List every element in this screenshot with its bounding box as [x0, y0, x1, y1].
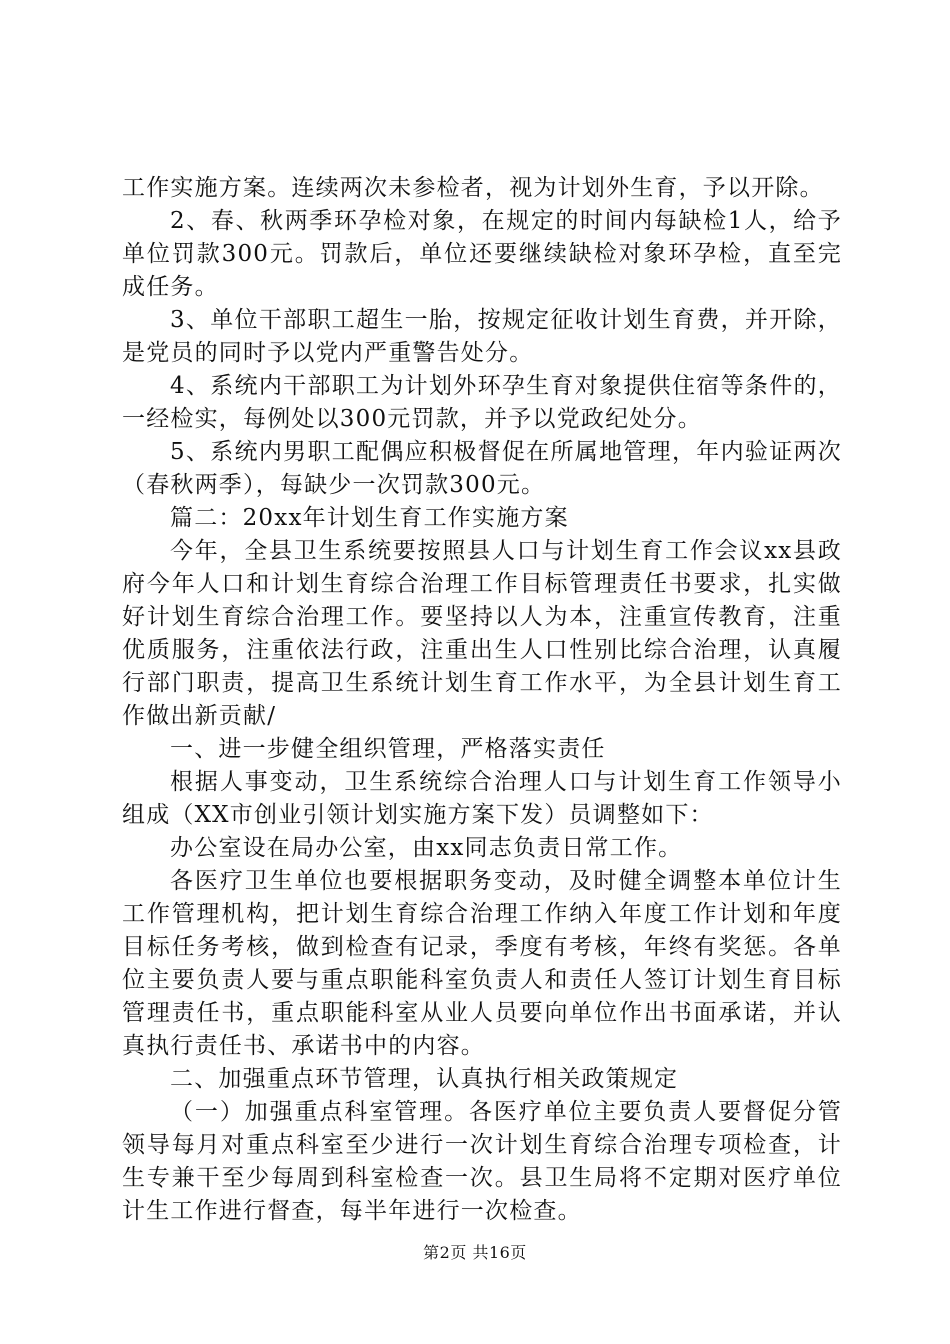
- paragraph-10: 办公室设在局办公室，由xx同志负责日常工作。: [170, 835, 683, 861]
- section-heading-part-two: 篇二：20xx年计划生育工作实施方案: [170, 505, 569, 531]
- paragraph-13: （一）加强重点科室管理。各医疗单位主要负责人要督促分管领导每月对重点科室至少进行一次计划生育综合治理专项检查，计生专兼干至少每周到科室检查一次。县卫生局将不定期对医疗单位计生工作进行督查，每半年进行一次检查。: [122, 1099, 842, 1224]
- paragraph-2: 2、春、秋两季环孕检对象，在规定的时间内每缺检1人，给予单位罚款300元。罚款后，单位还要继续缺检对象环孕检，直至完成任务。: [122, 208, 842, 300]
- paragraph-1: 工作实施方案。连续两次未参检者，视为计划外生育，予以开除。: [122, 175, 824, 201]
- section-heading-two: 二、加强重点环节管理，认真执行相关政策规定: [170, 1066, 679, 1092]
- page-footer: 第2页 共16页: [423, 1243, 527, 1262]
- document-body: [122, 172, 842, 1228]
- paragraph-11: 各医疗卫生单位也要根据职务变动，及时健全调整本单位计生工作管理机构，把计划生育综合治理工作纳入年度工作计划和年度目标任务考核，做到检查有记录，季度有考核，年终有奖惩。各单位主要负责人要与重点职能科室负责人和责任人签订计划生育目标管理责任书，重点职能科室从业人员要向单位作出书面承诺，并认真执行责任书、承诺书中的内容。: [122, 868, 842, 1059]
- section-heading-one: 一、进一步健全组织管理，严格落实责任: [170, 736, 606, 762]
- paragraph-5: 5、系统内男职工配偶应积极督促在所属地管理，年内验证两次（春秋两季），每缺少一次罚款300元。: [122, 439, 842, 498]
- paragraph-7: 今年，全县卫生系统要按照县人口与计划生育工作会议xx县政府今年人口和计划生育综合治理工作目标管理责任书要求，扎实做好计划生育综合治理工作。要坚持以人为本，注重宣传教育，注重优质服务，注重依法行政，注重出生人口性别比综合治理，认真履行部门职责，提高卫生系统计划生育工作水平，为全县计划生育工作做出新贡献/: [122, 538, 842, 729]
- paragraph-4: 4、系统内干部职工为计划外环孕生育对象提供住宿等条件的，一经检实，每例处以300元罚款，并予以党政纪处分。: [122, 373, 842, 432]
- paragraph-3: 3、单位干部职工超生一胎，按规定征收计划生育费，并开除，是党员的同时予以党内严重警告处分。: [122, 307, 842, 366]
- paragraph-9: 根据人事变动，卫生系统综合治理人口与计划生育工作领导小组成（XX市创业引领计划实施方案下发）员调整如下：: [122, 769, 842, 828]
